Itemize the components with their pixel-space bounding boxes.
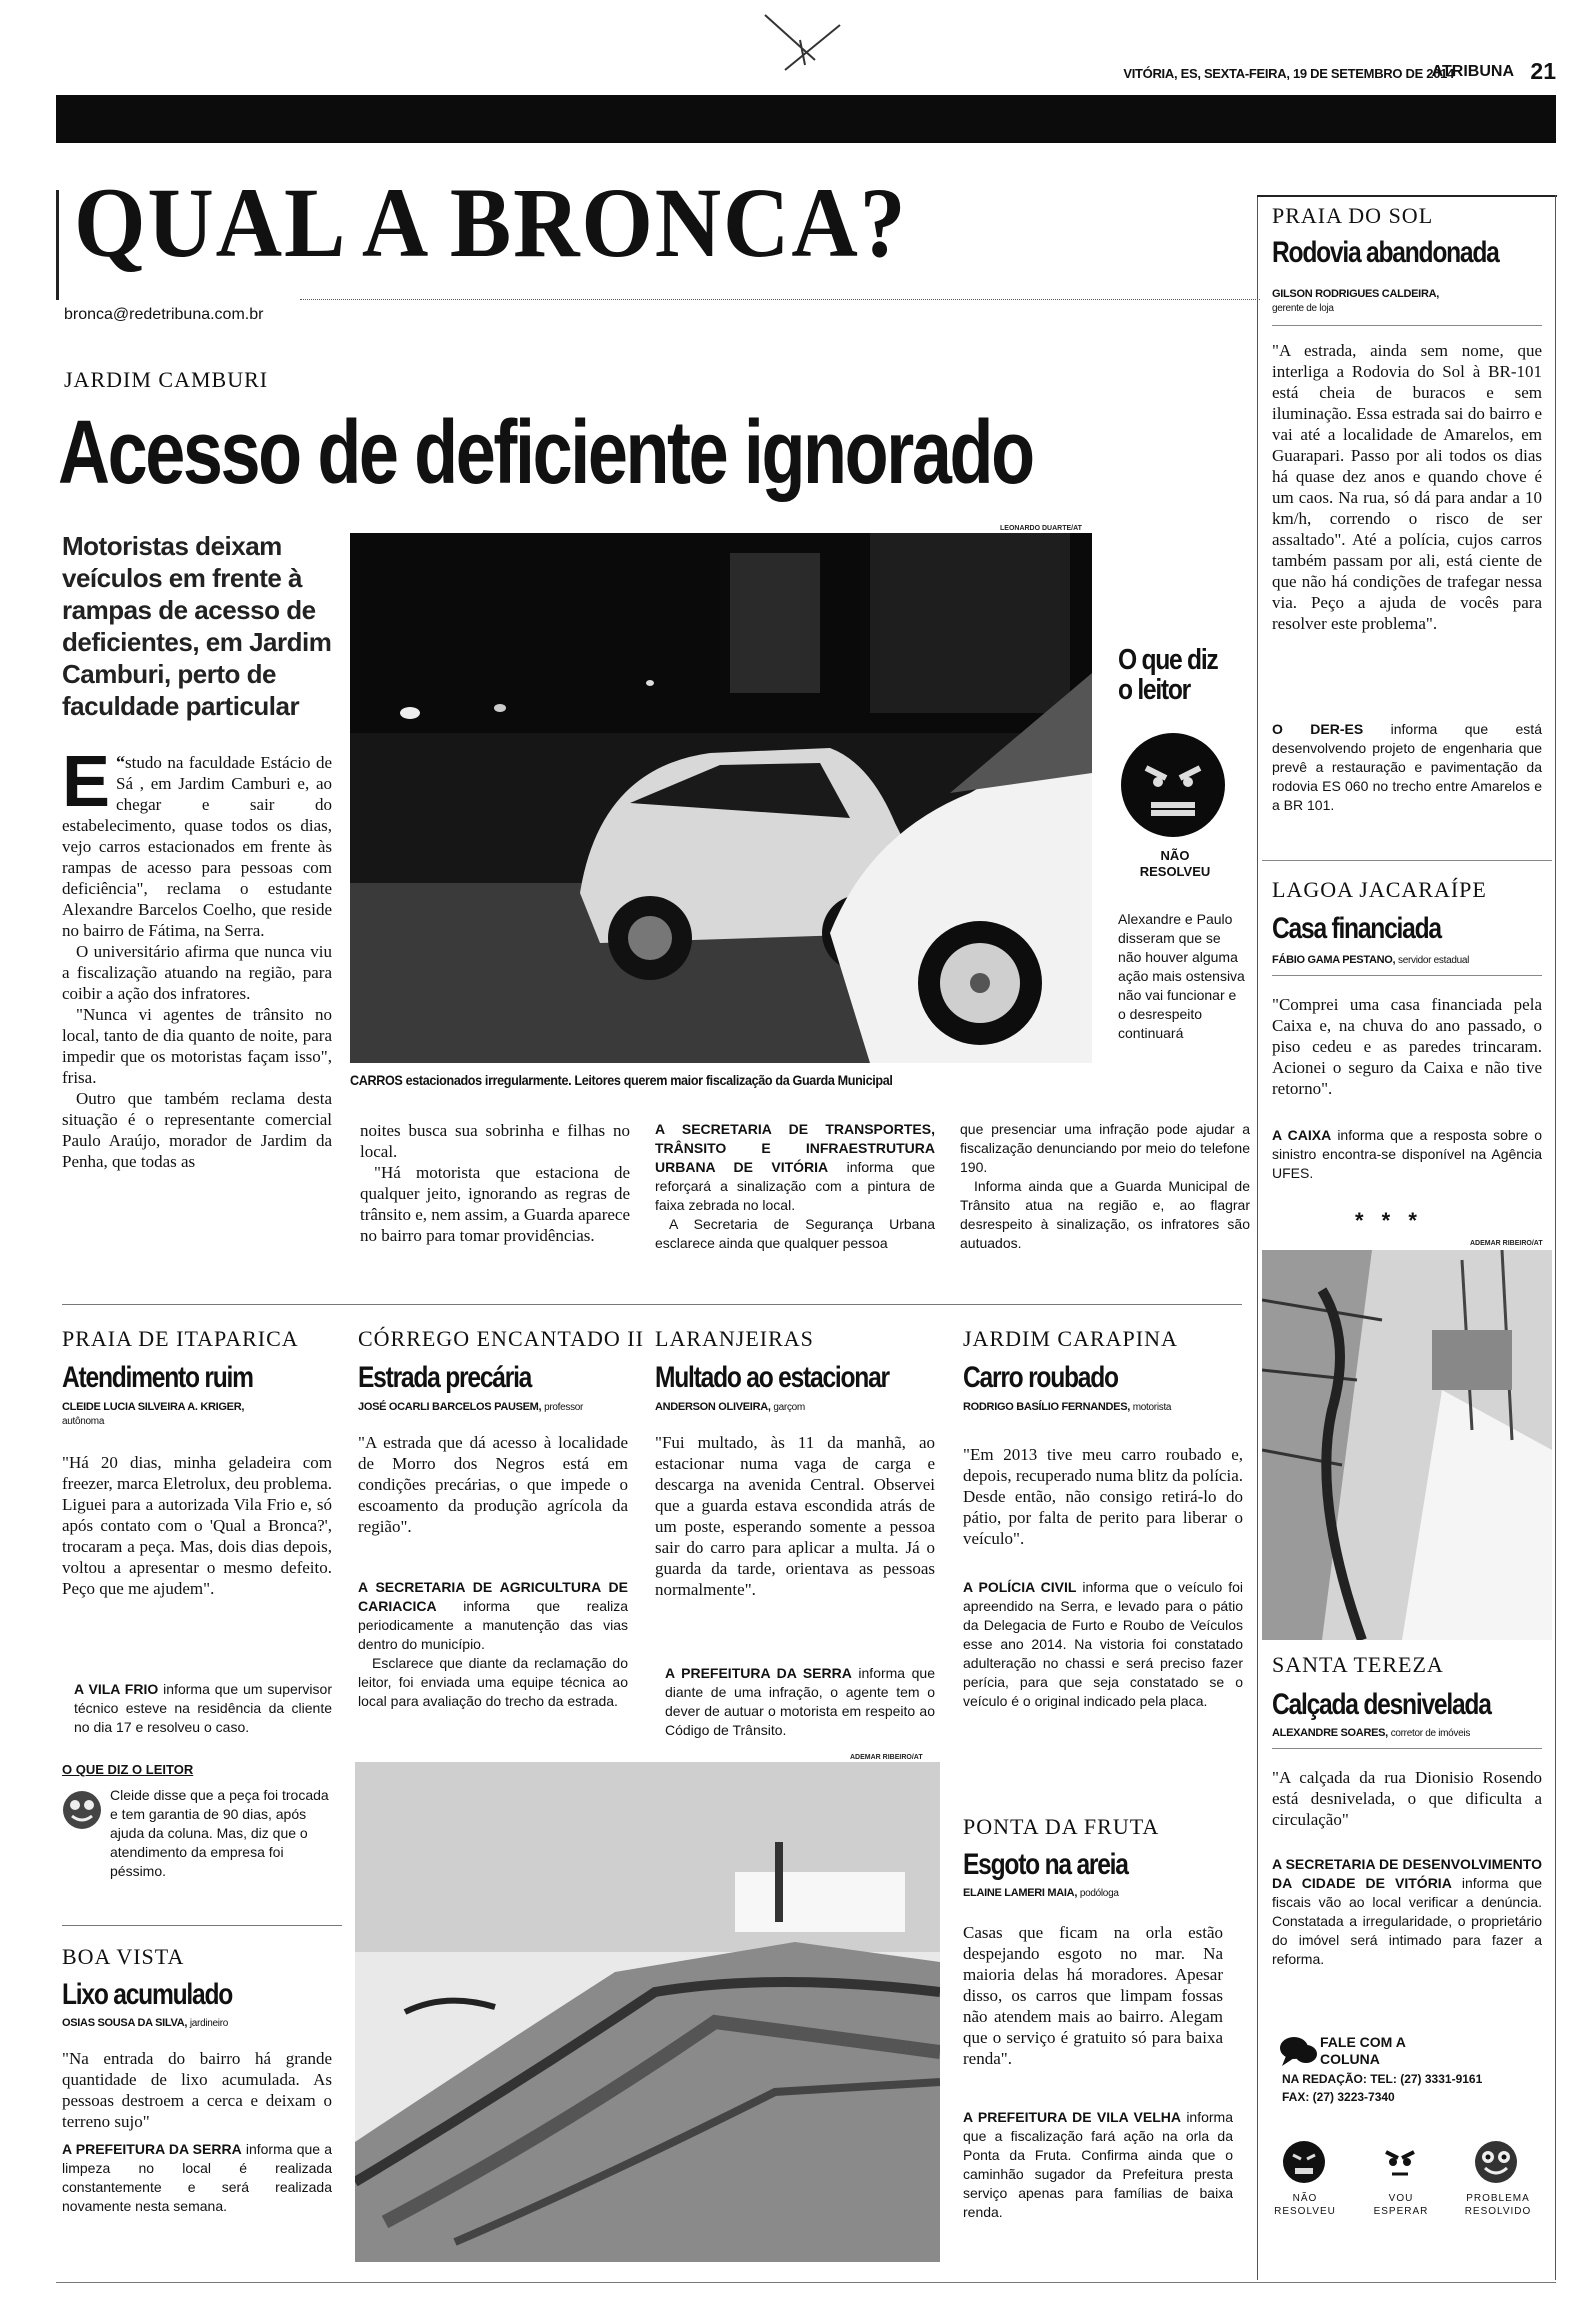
lagoa-byline: FÁBIO GAMA PESTANO, servidor estadual bbox=[1272, 954, 1470, 966]
legend-waiting-icon bbox=[1378, 2140, 1422, 2184]
uneven-sidewalk-image bbox=[1262, 1250, 1552, 1640]
leitor-text: Alexandre e Paulo disseram que se não houver alguma ação mais ostensiva não vai funcionar e o desrespeito continuará bbox=[1118, 911, 1245, 1041]
pontafruta-byline: ELAINE LAMERI MAIA, podóloga bbox=[963, 1887, 1119, 1899]
main-photo-caption bbox=[350, 1072, 892, 1088]
sol-end-rule bbox=[1262, 860, 1552, 861]
pontafruta-section: PONTA DA FRUTA bbox=[963, 1814, 1160, 1839]
contact-phone[interactable]: NA REDAÇÃO: TEL: (27) 3331-9161 bbox=[1282, 2072, 1483, 2086]
carapina-body: "Em 2013 tive meu carro roubado e, depois, recuperado numa blitz da polícia. Desde então, não consigo retirá-lo do pátio, por falta de perito para liberar o veículo". bbox=[963, 1445, 1243, 1548]
tereza-photo-credit: ADEMAR RIBEIRO/AT bbox=[1470, 1240, 1543, 1247]
main-col2 bbox=[360, 1120, 630, 1246]
lagoa-response: A CAIXA informa que a resposta sobre o sinistro encontra-se disponível na Agência UFES. bbox=[1272, 1127, 1543, 1181]
tereza-photo bbox=[1262, 1250, 1552, 1640]
boavista-response: A PREFEITURA DA SERRA informa que a limpeza no local é realizada constantemente e será realizada novamente nesta semana. bbox=[62, 2141, 332, 2214]
dateline: VITÓRIA, ES, SEXTA-FEIRA, 19 DE SETEMBRO DE 2014 bbox=[1123, 66, 1454, 81]
boavista-byline: OSIAS SOUSA DA SILVA, jardineiro bbox=[62, 2017, 229, 2029]
boavista-photo bbox=[355, 1762, 940, 2262]
itaparica-headline: Atendimento ruim bbox=[62, 1361, 253, 1394]
itaparica-leitor-title: O QUE DIZ O LEITOR bbox=[62, 1762, 194, 1777]
lagoa-section: LAGOA JACARAÍPE bbox=[1272, 877, 1487, 902]
sol-byline: GILSON RODRIGUES CALDEIRA, gerente de loja bbox=[1272, 288, 1439, 314]
corrego-body: "A estrada que dá acesso à localidade de Morro dos Negros está em condições precárias, o que impede o escoamento da produção agrícola da região". bbox=[358, 1433, 628, 1536]
col2-p1: noites busca sua sobrinha e filhas no local. bbox=[360, 1121, 630, 1161]
sol-headline: Rodovia abandonada bbox=[1272, 236, 1499, 269]
dropcap: E bbox=[62, 742, 111, 822]
itaparica-response: A VILA FRIO informa que um supervisor técnico esteve na residência da cliente no dia 17 e resolveu o caso. bbox=[74, 1681, 332, 1735]
boavista-body: "Na entrada do bairro há grande quantidade de lixo acumulada. As pessoas destroem a cerca e deixam o terreno sujo" bbox=[62, 2049, 332, 2131]
masthead-dotted-rule bbox=[300, 299, 1260, 300]
main-col4 bbox=[960, 1120, 1250, 1253]
boavista-photo-credit: ADEMAR RIBEIRO/AT bbox=[850, 1754, 923, 1761]
corrego-section: CÓRREGO ENCANTADO II bbox=[358, 1326, 644, 1351]
col4-p2: Informa ainda que a Guarda Municipal de Trânsito atua na região e, ao flagrar desrespeito à sinalização, os infratores são autuados. bbox=[960, 1178, 1250, 1251]
tereza-byline: ALEXANDRE SOARES, corretor de imóveis bbox=[1272, 1727, 1471, 1739]
legend-happy-icon bbox=[1474, 2140, 1518, 2184]
legend-angry-icon bbox=[1282, 2140, 1326, 2184]
tereza-rule bbox=[1272, 1748, 1542, 1749]
laranjeiras-section: LARANJEIRAS bbox=[655, 1326, 814, 1351]
col4-p1: que presenciar uma infração pode ajudar a fiscalização denunciando por meio do telefone 190. bbox=[960, 1121, 1250, 1175]
lagoa-rule bbox=[1272, 975, 1542, 976]
main-col3 bbox=[655, 1120, 935, 1253]
pontafruta-body: Casas que ficam na orla estão despejando esgoto no mar. Na maioria delas há moradores. Apesar disso, os carros que limpam fossas não atendem mais ao bairro. Alegam que o serviço é gratuito só para baixa renda". bbox=[963, 1923, 1223, 2068]
leitor-status: NÃO RESOLVEU bbox=[1139, 848, 1211, 879]
leitor-title: O que diz o leitor bbox=[1118, 644, 1218, 706]
main-photo-credit: LEONARDO DUARTE/AT bbox=[1000, 525, 1082, 532]
lagoa-headline: Casa financiada bbox=[1272, 912, 1441, 945]
corrego-byline: JOSÉ OCARLI BARCELOS PAUSEM, professor bbox=[358, 1401, 584, 1413]
itaparica-happy-icon bbox=[62, 1790, 102, 1830]
laranjeiras-byline: ANDERSON OLIVEIRA, garçom bbox=[655, 1401, 805, 1413]
legend-label-3: PROBLEMA RESOLVIDO bbox=[1464, 2193, 1532, 2217]
col1-p3: "Nunca vi agentes de trânsito no local, tanto de dia quanto de noite, para impedir que os motoristas façam isso", frisa. bbox=[62, 1005, 332, 1087]
hand-mark bbox=[745, 10, 865, 90]
tereza-section: SANTA TEREZA bbox=[1272, 1652, 1444, 1677]
pontafruta-response: A PREFEITURA DE VILA VELHA informa que a fiscalização fará ação na orla da Ponta da Fruta. Confirma ainda que o caminhão sugador da Prefeitura presta serviço apenas para famílias de baixa renda. bbox=[963, 2109, 1233, 2220]
main-photo bbox=[350, 533, 1092, 1063]
carapina-byline: RODRIGO BASÍLIO FERNANDES, motorista bbox=[963, 1401, 1172, 1413]
col1-p4: Outro que também reclama desta situação é o representante comercial Paulo Araújo, morador de Jardim da Penha, que todas as bbox=[62, 1089, 332, 1171]
garbage-road-image bbox=[355, 1762, 940, 2262]
corrego-response-2: Esclarece que diante da reclamação do leitor, foi enviada uma equipe técnica ao local para avaliação do trecho da estrada. bbox=[358, 1655, 628, 1709]
legend-label-1: NÃO RESOLVEU bbox=[1274, 2193, 1336, 2217]
itaparica-body: "Há 20 dias, minha geladeira com freezer, marca Eletrolux, deu problema. Liguei para a autorizada Vila Frio e, só após contato com o 'Qual a Bronca?', trocaram a peça. Mas, dois dias depois, voltou a apresentar o mesmo defeito. Peço que me ajudem". bbox=[62, 1453, 332, 1598]
boavista-section: BOA VISTA bbox=[62, 1944, 185, 1969]
legend-label-2: VOU ESPERAR bbox=[1373, 2193, 1429, 2217]
col1-p1: “ E studo na faculdade Estácio de Sá , em Jardim Camburi e, ao chegar e sair do estabelecimento, quase todos os dias, vejo carros estacionados em frente às rampas de acesso para pessoas com deficiência", reclama o estudante Alexandre Barcelos Coelho, que reside no bairro de Fátima, na Serra. bbox=[62, 742, 332, 940]
col3-p2: A Secretaria de Segurança Urbana esclarece ainda que qualquer pessoa bbox=[655, 1216, 935, 1251]
sol-section: PRAIA DO SOL bbox=[1272, 203, 1434, 228]
sol-response: O DER-ES informa que está desenvolvendo projeto de engenharia que prevê a restauração e pavimentação da rodovia ES 060 no trecho entre Amarelos e a BR 101. bbox=[1272, 721, 1542, 813]
angry-face-icon bbox=[1118, 730, 1228, 840]
carapina-section: JARDIM CARAPINA bbox=[963, 1326, 1178, 1351]
boavista-headline: Lixo acumulado bbox=[62, 1978, 233, 2011]
page-number: 21 bbox=[1530, 58, 1556, 84]
masthead-left-rule bbox=[56, 190, 59, 300]
tereza-response: A SECRETARIA DE DESENVOLVIMENTO DA CIDADE DE VITÓRIA informa que fiscais vão ao local verificar a denúncia. Constatada a irregularidade, o proprietário do imóvel será intimado para fazer a reforma. bbox=[1272, 1856, 1542, 1967]
header-bar bbox=[56, 95, 1556, 143]
scribble-icon bbox=[745, 10, 865, 90]
contact-title: FALE COM A COLUNA bbox=[1320, 2034, 1406, 2067]
laranjeiras-body: "Fui multado, às 11 da manhã, ao estacionar numa vaga de carga e descarga na avenida Central. Observei que a guarda estava escondida atrás de um poste, esperando somente a pessoa sair do carro para aplicar a multa. Já o guarda da tarde, orientava as pessoas normalmente". bbox=[655, 1433, 935, 1599]
right-column-rule bbox=[1257, 195, 1258, 2280]
tereza-headline: Calçada desnivelada bbox=[1272, 1688, 1491, 1721]
col3-p1: A SECRETARIA DE TRANSPORTES, TRÂNSITO E INFRAESTRUTURA URBANA DE VITÓRIA informa que reforçará a sinalização com a pintura de faixa zebrada no local. bbox=[655, 1121, 936, 1213]
tereza-body: "A calçada da rua Dionisio Rosendo está desnivelada, o que dificulta a circulação" bbox=[1272, 1768, 1542, 1829]
pontafruta-headline: Esgoto na areia bbox=[963, 1848, 1128, 1881]
itaparica-byline: CLEIDE LUCIA SILVEIRA A. KRIGER, autônoma bbox=[62, 1401, 245, 1427]
masthead-title: QUAL A BRONCA? bbox=[74, 167, 908, 278]
right-column-top-rule bbox=[1257, 195, 1557, 197]
caption-lead: CARROS estacionados irregularmente. bbox=[350, 1072, 572, 1088]
corrego-response-1: A SECRETARIA DE AGRICULTURA DE CARIACICA informa que realiza periodicamente a manutenção das vias dentro do município. bbox=[358, 1579, 628, 1652]
carapina-headline: Carro roubado bbox=[963, 1361, 1118, 1394]
col1-p2: O universitário afirma que nunca viu a fiscalização atuando na região, para coibir a ação dos infratores. bbox=[62, 942, 332, 1003]
laranjeiras-response: A PREFEITURA DA SERRA informa que diante de uma infração, o agente tem o dever de autuar o motorista em respeito ao Código de Trânsito. bbox=[665, 1665, 935, 1738]
paper-name: ATRIBUNA bbox=[1431, 63, 1514, 80]
itaparica-end-rule bbox=[62, 1925, 342, 1926]
footer-rule bbox=[56, 2282, 1556, 2283]
laranjeiras-headline: Multado ao estacionar bbox=[655, 1361, 889, 1394]
corrego-response bbox=[358, 1578, 628, 1711]
right-column-right-rule bbox=[1555, 195, 1556, 2280]
contact-fax[interactable]: FAX: (27) 3223-7340 bbox=[1282, 2090, 1395, 2104]
carapina-response: A POLÍCIA CIVIL informa que o veículo foi apreendido na Serra, e levado para o pátio da Delegacia de Furto e Roubo de Veículos esse ano 2014. Na vistoria foi constatado adulteração no chassi e será preciso fazer perícia, para que seja constatado se o veículo é o original indicado pela placa. bbox=[963, 1579, 1244, 1709]
corrego-headline: Estrada precária bbox=[358, 1361, 532, 1394]
col2-p2: "Há motorista que estaciona de qualquer jeito, ignorando as regras de trânsito e, nem assim, a Guarda aparece no bairro para tomar providências. bbox=[360, 1163, 630, 1245]
itaparica-leitor-text: Cleide disse que a peça foi trocada e tem garantia de 90 dias, após ajuda da coluna. Mas, diz que o atendimento da empresa foi péssimo. bbox=[110, 1787, 329, 1879]
lagoa-body: "Comprei uma casa financiada pela Caixa e, na chuva do ano passado, o piso cedeu e as paredes trincaram. Acionei o seguro da Caixa e não tive retorno". bbox=[1272, 995, 1542, 1098]
parked-cars-image bbox=[350, 533, 1092, 1063]
itaparica-section: PRAIA DE ITAPARICA bbox=[62, 1326, 299, 1351]
lagoa-stars: * * * bbox=[1355, 1208, 1423, 1233]
middle-row-rule bbox=[62, 1304, 1242, 1305]
sol-rule bbox=[1272, 325, 1542, 326]
sol-body: "A estrada, ainda sem nome, que interliga a Rodovia do Sol à BR-101 está cheia de buracos e sem iluminação. Essa estrada sai do bairro e vai até a localidade de Amarelos, em Guarapari. Passo por ali todos os dias há quase dez anos e quando chove é um caos. Na rua, só dá para andar a 10 km/h, correndo o risco de ser assaltado". Até a polícia, cujos carros também passam por ali, está ciente de que não há condições de trafegar nessa via. Peço a ajuda de vocês para resolver este problema". bbox=[1272, 341, 1542, 633]
main-section-label: JARDIM CAMBURI bbox=[64, 367, 269, 392]
main-col1 bbox=[62, 742, 332, 1172]
chat-bubble-icon bbox=[1278, 2034, 1318, 2070]
main-deck: Motoristas deixam veículos em frente à rampas de acesso de deficientes, em Jardim Camburi, perto de faculdade particular bbox=[62, 531, 332, 721]
column-email[interactable]: bronca@redetribuna.com.br bbox=[64, 306, 264, 323]
caption-rest: Leitores querem maior fiscalização da Guarda Municipal bbox=[574, 1072, 893, 1088]
main-headline: Acesso de deficiente ignorado bbox=[58, 403, 1033, 503]
